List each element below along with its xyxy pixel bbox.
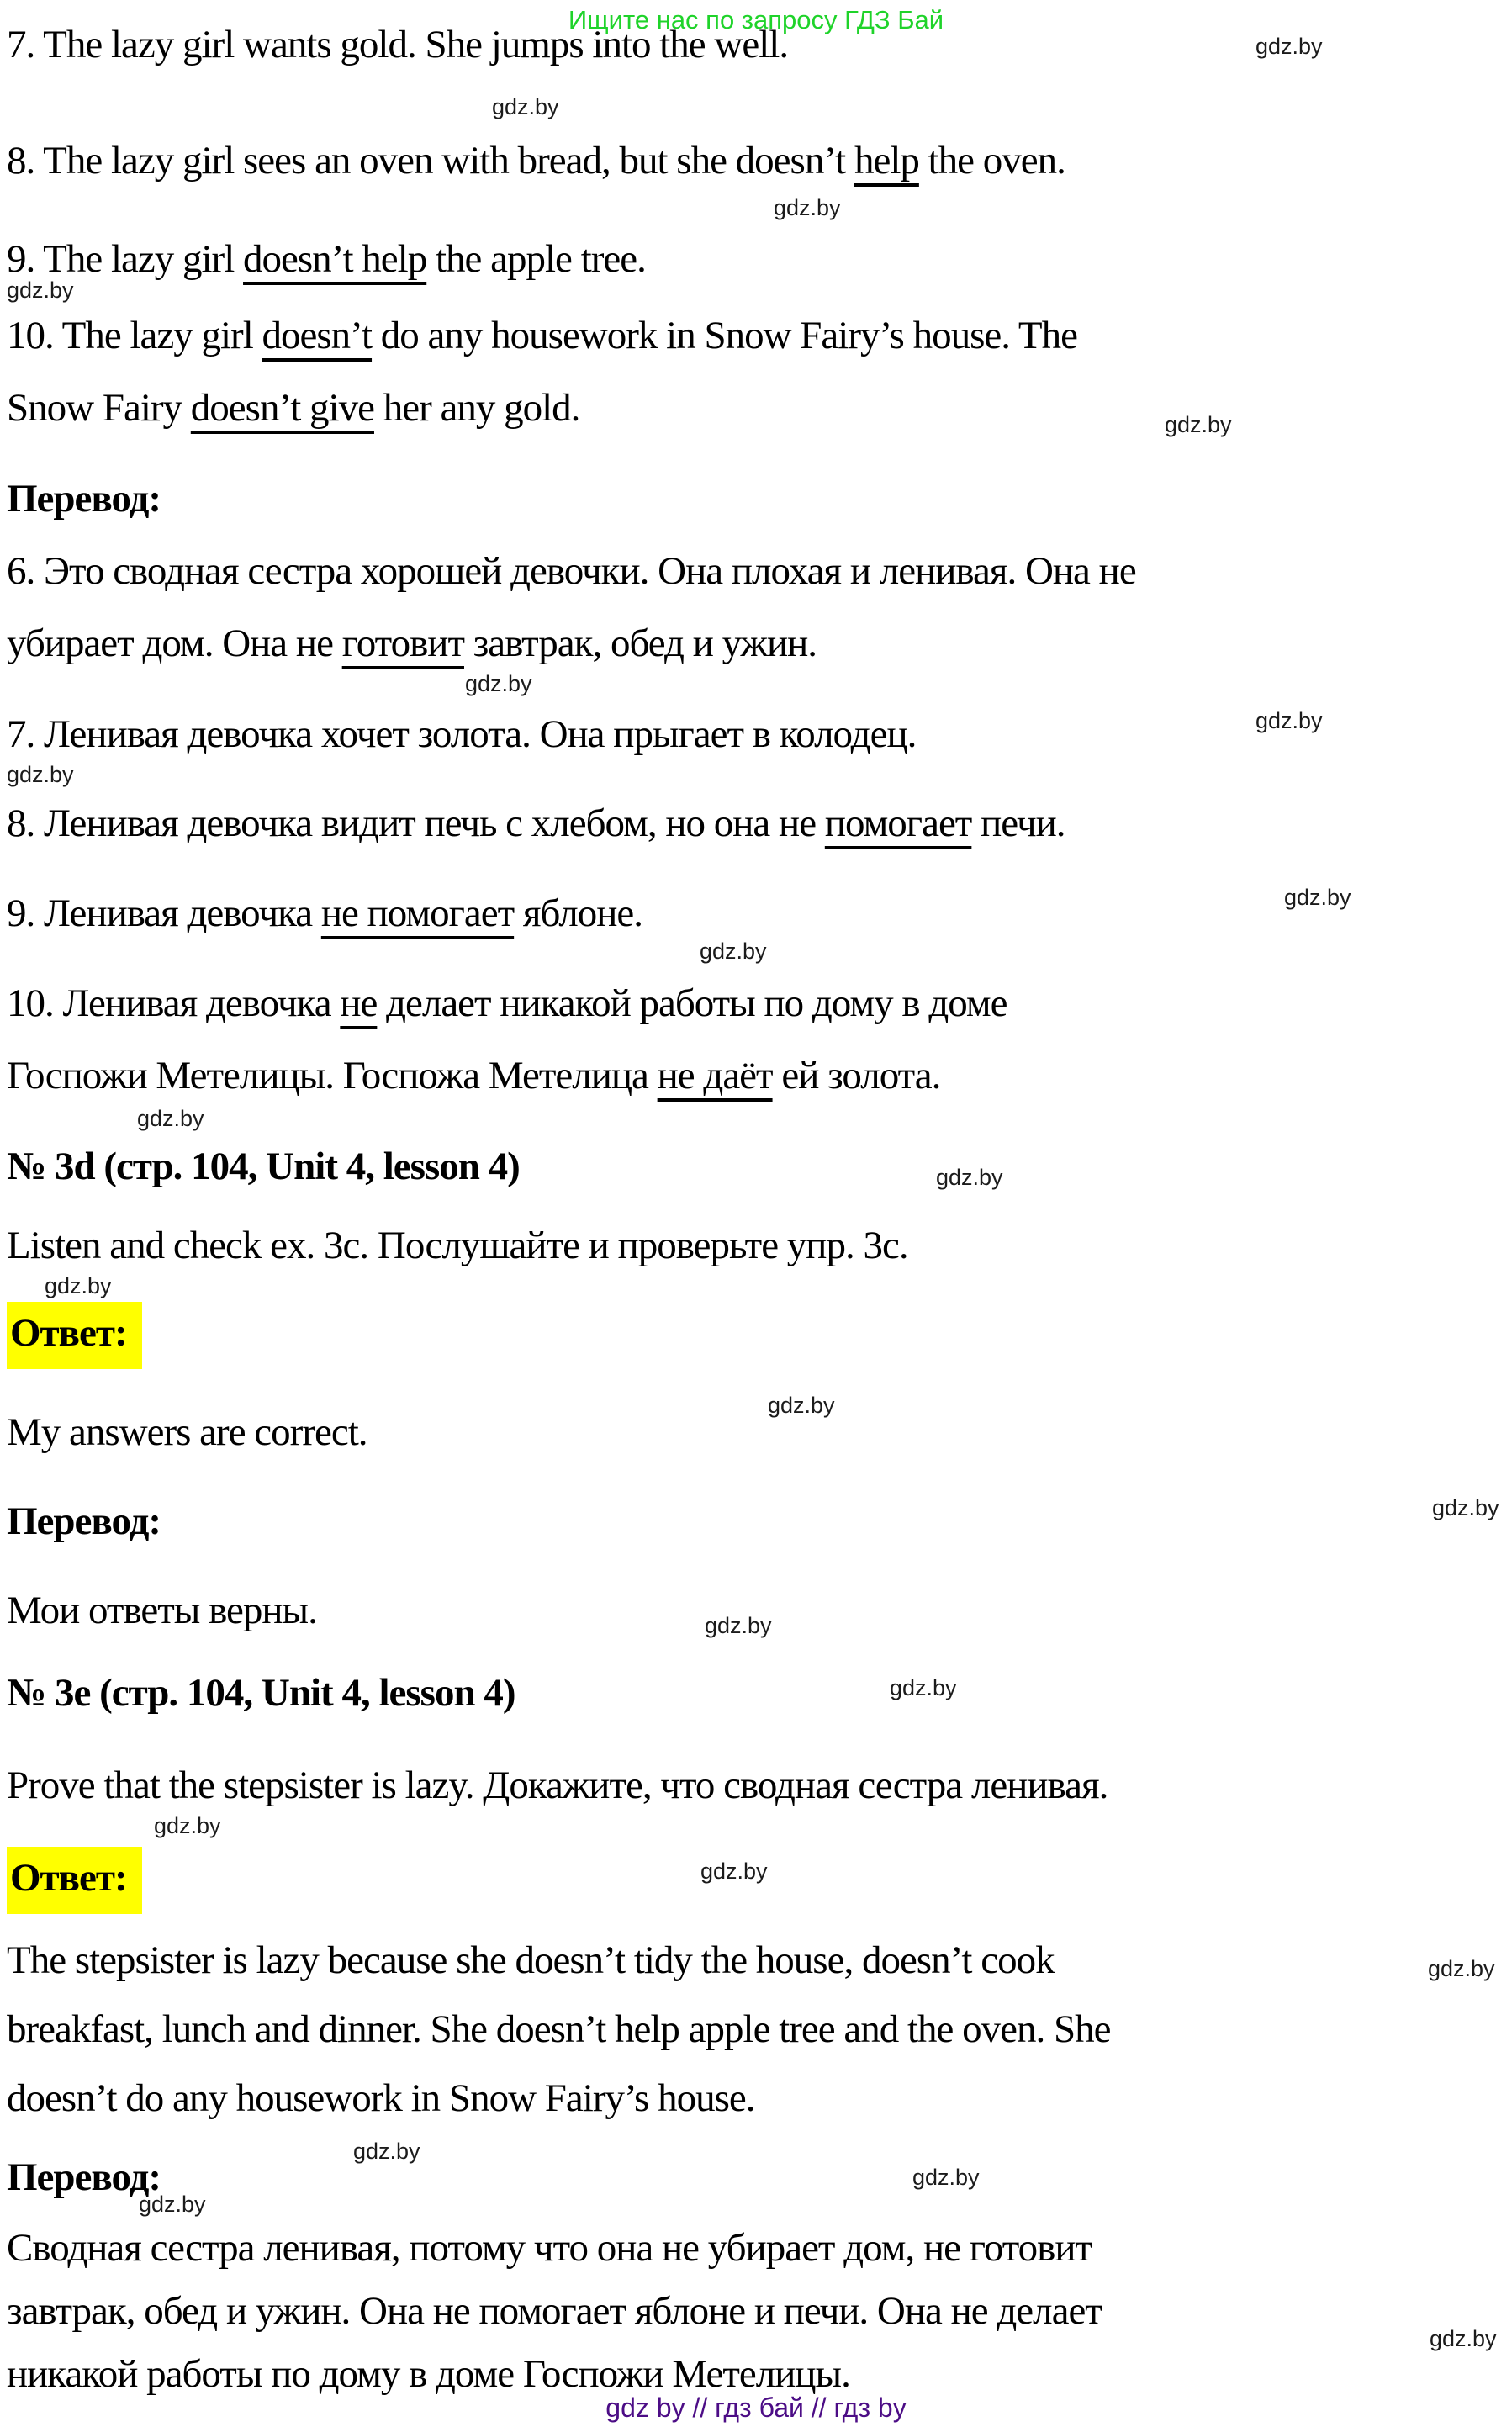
ru-item-6-line2: убирает дом. Она не готовит завтрак, обед и ужин. <box>7 621 817 665</box>
perevod-label-1: Перевод: <box>7 477 161 521</box>
en-item-8: 8. The lazy girl sees an oven with bread, but she doesn’t help the oven. <box>7 139 1065 182</box>
otvet-label-2 <box>7 1847 142 1914</box>
underlined-word: doesn’t give <box>190 386 374 430</box>
gdz-watermark: gdz.by <box>1284 885 1351 910</box>
task-3e-translation-line1: Сводная сестра ленивая, потому что она не убирает дом, не готовит <box>7 2226 1092 2270</box>
gdz-watermark: gdz.by <box>1165 412 1232 437</box>
task-3d-text: Listen and check ex. 3c. Послушайте и проверьте упр. 3c. <box>7 1224 908 1267</box>
gdz-watermark: gdz.by <box>700 1859 768 1884</box>
gdz-watermark: gdz.by <box>768 1393 835 1418</box>
ru-item-7: 7. Ленивая девочка хочет золота. Она прыгает в колодец. <box>7 712 917 756</box>
gdz-watermark: gdz.by <box>45 1273 112 1298</box>
gdz-watermark: gdz.by <box>936 1165 1003 1190</box>
task-3e-answer-line2: breakfast, lunch and dinner. She doesn’t help apple tree and the oven. She <box>7 2007 1111 2051</box>
task-3e-answer-line3: doesn’t do any housework in Snow Fairy’s house. <box>7 2076 755 2120</box>
gdz-watermark: gdz.by <box>890 1675 957 1700</box>
gdz-watermark: gdz.by <box>353 2139 420 2164</box>
highlighted-answer-label: Ответ: <box>7 1302 142 1369</box>
underlined-word: помогает <box>824 801 972 845</box>
gdz-watermark: gdz.by <box>1256 34 1323 59</box>
task-3e-translation-line3: никакой работы по дому в доме Госпожи Метелицы. <box>7 2352 850 2396</box>
otvet-label-1 <box>7 1302 142 1369</box>
header-note: Ищите нас по запросу ГДЗ Бай <box>568 5 944 34</box>
en-item-10-line1: 10. The lazy girl doesn’t do any housework in Snow Fairy’s house. The <box>7 314 1077 357</box>
task-3d-answer: My answers are correct. <box>7 1410 367 1454</box>
underlined-word: doesn’t <box>262 314 373 357</box>
perevod-label-2: Перевод: <box>7 1499 161 1543</box>
highlighted-answer-label: Ответ: <box>7 1847 142 1914</box>
ru-item-6-line1: 6. Это сводная сестра хорошей девочки. Она плохая и ленивая. Она не <box>7 549 1136 593</box>
gdz-watermark: gdz.by <box>1430 2326 1497 2351</box>
underlined-word: help <box>854 139 919 182</box>
task-3d-heading: № 3d (стр. 104, Unit 4, lesson 4) <box>7 1145 520 1188</box>
ru-item-10-line1: 10. Ленивая девочка не делает никакой работы по дому в доме <box>7 981 1007 1025</box>
gdz-watermark: gdz.by <box>139 2192 206 2217</box>
gdz-watermark: gdz.by <box>154 1813 221 1838</box>
underlined-word: не <box>340 981 378 1025</box>
en-item-9: 9. The lazy girl doesn’t help the apple tree. <box>7 237 646 281</box>
en-item-10-line2: Snow Fairy doesn’t give her any gold. <box>7 386 580 430</box>
gdz-watermark: gdz.by <box>1428 1956 1495 1981</box>
task-3e-answer-line1: The stepsister is lazy because she doesn’t tidy the house, doesn’t cook <box>7 1938 1055 1982</box>
task-3e-translation-line2: завтрак, обед и ужин. Она не помогает яблоне и печи. Она не делает <box>7 2289 1102 2333</box>
task-3d-translation: Мои ответы верны. <box>7 1589 317 1632</box>
gdz-watermark: gdz.by <box>705 1613 772 1638</box>
gdz-watermark: gdz.by <box>912 2165 980 2190</box>
underlined-word: готовит <box>341 621 464 665</box>
gdz-watermark: gdz.by <box>7 278 74 303</box>
gdz-watermark: gdz.by <box>7 762 74 787</box>
gdz-watermark: gdz.by <box>465 671 532 696</box>
underlined-word: doesn’t help <box>243 237 427 281</box>
gdz-watermark: gdz.by <box>492 94 559 119</box>
footer-note: gdz by // гдз бай // гдз by <box>605 2393 907 2423</box>
en-item-7: 7. The lazy girl wants gold. She jumps into the well. <box>7 23 789 66</box>
task-3e-text: Prove that the stepsister is lazy. Докажите, что сводная сестра ленивая. <box>7 1763 1108 1807</box>
task-3e-heading: № 3e (стр. 104, Unit 4, lesson 4) <box>7 1671 515 1715</box>
gdz-watermark: gdz.by <box>137 1106 204 1131</box>
gdz-watermark: gdz.by <box>700 939 767 964</box>
ru-item-8: 8. Ленивая девочка видит печь с хлебом, но она не помогает печи. <box>7 801 1065 845</box>
gdz-watermark: gdz.by <box>774 195 841 220</box>
gdz-watermark: gdz.by <box>1432 1495 1499 1520</box>
perevod-label-3: Перевод: <box>7 2155 161 2199</box>
gdz-watermark: gdz.by <box>1256 708 1323 733</box>
underlined-word: не помогает <box>320 891 515 935</box>
ru-item-10-line2: Госпожи Метелицы. Госпожа Метелица не даёт ей золота. <box>7 1054 941 1097</box>
ru-item-9: 9. Ленивая девочка не помогает яблоне. <box>7 891 642 935</box>
underlined-word: не даёт <box>657 1054 773 1097</box>
